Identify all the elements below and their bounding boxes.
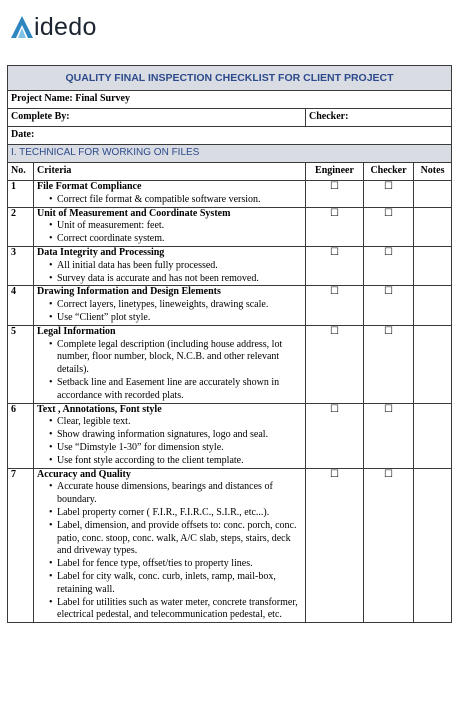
checker-checkbox[interactable]: ☐ xyxy=(364,181,414,208)
criteria-bullet: • Correct coordinate system. xyxy=(49,233,302,246)
criteria-list xyxy=(37,194,302,207)
complete-by-field: Complete By: xyxy=(8,109,306,127)
criteria-title: Unit of Measurement and Coordinate System xyxy=(37,207,231,219)
date-field: Date: xyxy=(8,127,452,145)
checker-field: Checker: xyxy=(306,109,452,127)
table-row xyxy=(8,181,452,208)
table-row xyxy=(8,403,452,468)
notes-cell[interactable] xyxy=(414,403,452,468)
engineer-checkbox[interactable]: ☐ xyxy=(306,181,364,208)
criteria-bullet: • Use “Client” plot style. xyxy=(49,312,302,325)
criteria-bullet: • Label for fence type, offset/ties to property lines. xyxy=(49,558,302,571)
brand-name: idedo xyxy=(34,13,97,41)
logo-mark-icon xyxy=(10,15,34,39)
checker-checkbox[interactable]: ☐ xyxy=(364,246,414,285)
criteria-list xyxy=(37,299,302,325)
engineer-checkbox[interactable]: ☐ xyxy=(306,286,364,325)
col-header-no: No. xyxy=(8,163,34,181)
criteria-bullet: • Show drawing information signatures, logo and seal. xyxy=(49,429,302,442)
criteria-bullet: • Complete legal description (including house address, lot number, floor number, block, N.C.B. and other relevant details). xyxy=(49,339,302,377)
criteria-list xyxy=(37,260,302,286)
row-number: 7 xyxy=(8,468,34,623)
criteria-bullet: • Correct file format & compatible software version. xyxy=(49,194,302,207)
notes-cell[interactable] xyxy=(414,246,452,285)
criteria-list xyxy=(37,416,302,467)
section-heading: I. TECHNICAL FOR WORKING ON FILES xyxy=(8,145,452,163)
row-number: 2 xyxy=(8,207,34,246)
notes-cell[interactable] xyxy=(414,286,452,325)
criteria-bullet: • Label property corner ( F.I.R., F.I.R.C., S.I.R., etc...). xyxy=(49,507,302,520)
table-row xyxy=(8,468,452,623)
criteria-bullet: • Correct layers, linetypes, lineweights, drawing scale. xyxy=(49,299,302,312)
criteria-bullet: • All initial data has been fully processed. xyxy=(49,260,302,273)
criteria-bullet: • Label, dimension, and provide offsets to: conc. porch, conc. patio, conc. stoop, conc. walk, A/C slab, steps, stairs, deck and driveway types. xyxy=(49,520,302,558)
criteria-list xyxy=(37,220,302,246)
table-row xyxy=(8,246,452,285)
col-header-notes: Notes xyxy=(414,163,452,181)
criteria-list xyxy=(37,481,302,622)
criteria-bullet: • Clear, legible text. xyxy=(49,416,302,429)
engineer-checkbox[interactable]: ☐ xyxy=(306,207,364,246)
row-number: 3 xyxy=(8,246,34,285)
row-number: 4 xyxy=(8,286,34,325)
criteria-bullet: • Use font style according to the client template. xyxy=(49,455,302,468)
criteria-cell xyxy=(34,468,306,623)
engineer-checkbox[interactable]: ☐ xyxy=(306,403,364,468)
engineer-checkbox[interactable]: ☐ xyxy=(306,246,364,285)
criteria-bullet: • Label for city walk, conc. curb, inlets, ramp, mail-box, retaining wall. xyxy=(49,571,302,597)
criteria-bullet: • Setback line and Easement line are accurately shown in accordance with recorded plats. xyxy=(49,377,302,403)
engineer-checkbox[interactable]: ☐ xyxy=(306,325,364,403)
criteria-cell xyxy=(34,325,306,403)
notes-cell[interactable] xyxy=(414,181,452,208)
criteria-title: Text , Annotations, Font style xyxy=(37,403,162,415)
criteria-bullet: • Survey data is accurate and has not been removed. xyxy=(49,273,302,286)
col-header-checker: Checker xyxy=(364,163,414,181)
table-row xyxy=(8,325,452,403)
checker-checkbox[interactable]: ☐ xyxy=(364,286,414,325)
criteria-list xyxy=(37,339,302,403)
criteria-cell xyxy=(34,181,306,208)
checker-checkbox[interactable]: ☐ xyxy=(364,207,414,246)
criteria-bullet: • Label for utilities such as water meter, concrete transformer, electrical pedestal, and telecommunication pedestal, etc. xyxy=(49,597,302,623)
table-row xyxy=(8,207,452,246)
criteria-title: Data Integrity and Processing xyxy=(37,246,165,258)
row-number: 5 xyxy=(8,325,34,403)
criteria-title: File Format Compliance xyxy=(37,181,142,192)
row-number: 1 xyxy=(8,181,34,208)
engineer-checkbox[interactable]: ☐ xyxy=(306,468,364,623)
row-number: 6 xyxy=(8,403,34,468)
criteria-title: Accuracy and Quality xyxy=(37,468,131,480)
checker-checkbox[interactable]: ☐ xyxy=(364,325,414,403)
notes-cell[interactable] xyxy=(414,325,452,403)
table-row xyxy=(8,286,452,325)
project-name: Project Name: Final Survey xyxy=(8,91,452,109)
criteria-title: Drawing Information and Design Elements xyxy=(37,286,221,298)
checker-checkbox[interactable]: ☐ xyxy=(364,468,414,623)
checklist-table xyxy=(7,65,452,623)
criteria-cell xyxy=(34,207,306,246)
col-header-criteria: Criteria xyxy=(34,163,306,181)
notes-cell[interactable] xyxy=(414,468,452,623)
criteria-cell xyxy=(34,246,306,285)
criteria-cell xyxy=(34,286,306,325)
criteria-bullet: • Unit of measurement: feet. xyxy=(49,220,302,233)
col-header-engineer: Engineer xyxy=(306,163,364,181)
criteria-cell xyxy=(34,403,306,468)
notes-cell[interactable] xyxy=(414,207,452,246)
criteria-bullet: • Use “Dimstyle 1-30” for dimension style. xyxy=(49,442,302,455)
brand-logo xyxy=(10,12,97,42)
criteria-bullet: • Accurate house dimensions, bearings and distances of boundary. xyxy=(49,481,302,507)
checker-checkbox[interactable]: ☐ xyxy=(364,403,414,468)
criteria-title: Legal Information xyxy=(37,325,116,337)
checklist-title: QUALITY FINAL INSPECTION CHECKLIST FOR CLIENT PROJECT xyxy=(8,66,452,91)
